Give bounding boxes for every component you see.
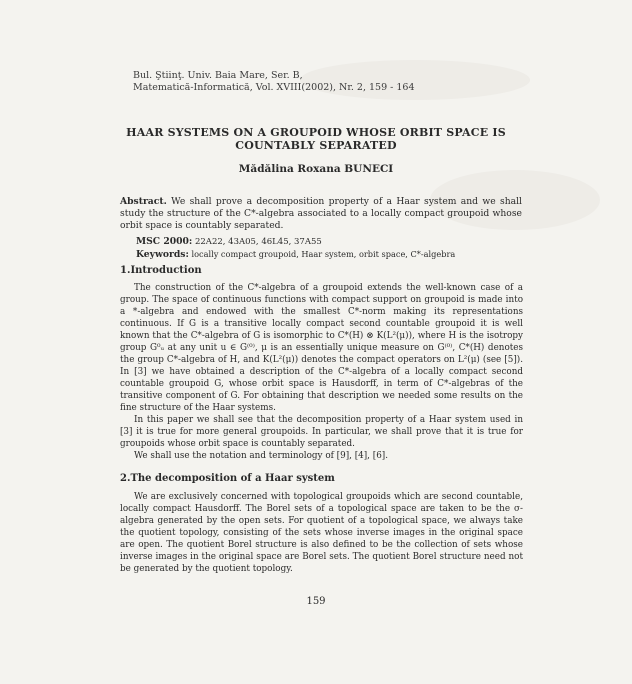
- introduction-body: [120, 282, 523, 462]
- abstract: [120, 196, 522, 232]
- abstract-text: We shall prove a decomposition property of a Haar system and we shall study the structure of the C*-algebra associated to a locally compact groupoid whose orbit space is countably separated.: [120, 196, 522, 231]
- title-line-1: HAAR SYSTEMS ON A GROUPOID WHOSE ORBIT SPACE IS: [126, 126, 506, 139]
- paragraph: In this paper we shall see that the decomposition property of a Haar system used in [3] it is true for more general groupoids. In particular, we shall prove that it is true for groupoids whose orbit space is countably separated.: [120, 415, 523, 449]
- keywords-text: locally compact groupoid, Haar system, orbit space, C*-algebra: [188, 249, 456, 259]
- author-name: Mădălina Roxana BUNECI: [238, 163, 394, 175]
- decomposition-body: [120, 491, 523, 575]
- abstract-label: Abstract.: [120, 196, 167, 207]
- header-line-2: Matematică-Informatică, Vol. XVIII(2002), Nr. 2, 159 - 164: [133, 82, 415, 93]
- msc-codes: 22A22, 43A05, 46L45, 37A55: [192, 237, 322, 247]
- section-heading-decomposition: 2.The decomposition of a Haar system: [120, 473, 335, 484]
- keywords-label: Keywords:: [136, 249, 189, 260]
- header-line-1: Bul. Ştiinţ. Univ. Baia Mare, Ser. B,: [133, 70, 303, 81]
- paragraph: We are exclusively concerned with topological groupoids which are second countable, locally compact Hausdorff. The Borel sets of a topological space are taken to be the σ-algebra generated by the open sets. For quotient of a topological space, we always take the quotient topology, consisting of the sets whose inverse images in the original space are open. The quotient Borel structure is also defined to be the collection of sets whose inverse images in the original space are Borel sets. The quotient Borel structure need not be generated by the quotient topology.: [120, 492, 523, 574]
- section-heading-introduction: 1.Introduction: [120, 265, 202, 276]
- keywords-line: [136, 248, 455, 261]
- msc-line: [136, 236, 322, 248]
- journal-header: [133, 70, 415, 94]
- page-number: 159: [306, 596, 326, 607]
- paper-title: [100, 126, 532, 152]
- paragraph: The construction of the C*-algebra of a groupoid extends the well-known case of a group. The space of continuous functions with compact support on groupoid is made into a *-algebra and endowed with the smallest C*-norm making its representations continuous. If G is a transitive locally compact second countable groupoid it is well known that the C*-algebra of G is isomorphic to C*(H) ⊗ K(L²(μ)), where H is the isotropy group G⁰ᵤ at any unit u ∈ G⁽⁰⁾, μ is an essentially unique measure on G⁽⁰⁾, C*(H) denotes the group C*-algebra of H, and K(L²(μ)) denotes the compact operators on L²(μ) (see [5]). In [3] we have obtained a description of the C*-algebra of a locally compact second countable groupoid G, whose orbit space is Hausdorff, in term of C*-algebras of the transitive component of G. For obtaining that description we needed some results on the fine structure of the Haar systems.: [120, 283, 523, 413]
- paragraph: We shall use the notation and terminology of [9], [4], [6].: [134, 451, 389, 461]
- title-line-2: COUNTABLY SEPARATED: [235, 139, 397, 152]
- msc-label: MSC 2000:: [136, 236, 193, 247]
